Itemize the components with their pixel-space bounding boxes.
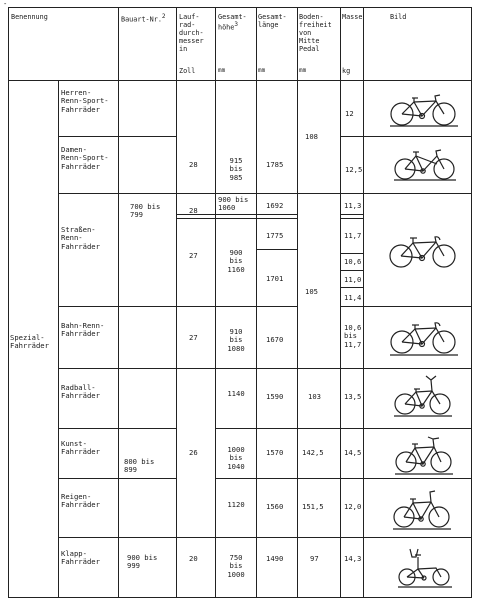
hoehe-strassen-b: 900 bis 1160	[227, 248, 245, 274]
row-divider	[340, 287, 363, 288]
masse-damen: 12,5	[345, 165, 363, 174]
laufrad-26: 26	[189, 448, 198, 457]
row-divider	[58, 193, 471, 194]
header-bauart: Bauart-Nr.$^2$	[121, 13, 166, 24]
laenge-reigen: 1560	[266, 502, 284, 511]
strassen-bike-icon	[387, 228, 459, 272]
bahn-bike-icon	[388, 316, 460, 358]
row-divider	[340, 253, 363, 254]
row-divider	[340, 270, 363, 271]
hoehe-rennsport: 915 bis 985	[229, 156, 243, 182]
laenge-klapp: 1490	[266, 554, 284, 563]
header-bodenfreiheit: Boden- freiheit von Mitte Pedal	[299, 13, 332, 53]
name-bahn: Bahn-Renn- Fahrräder	[61, 321, 105, 339]
group-label: Spezial- Fahrräder	[10, 333, 49, 351]
boden-kunst: 142,5	[302, 448, 324, 457]
column-divider	[118, 7, 119, 598]
laenge-strassen-b1: 1775	[266, 231, 284, 240]
hoehe-reigen: 1120	[227, 500, 245, 509]
masse-kunst: 14,5	[344, 448, 362, 457]
row-divider	[58, 478, 176, 479]
column-divider	[58, 80, 59, 598]
header-gesamthoehe: Gesamt- höhe$^3$	[218, 13, 247, 32]
bauart-800: 800 bis 899	[124, 457, 155, 475]
laenge-strassen-b2: 1701	[266, 274, 284, 283]
laenge-radball: 1590	[266, 392, 284, 401]
masse-herren: 12	[345, 109, 354, 118]
masse-strassen-3: 10,6	[344, 257, 362, 266]
laenge-kunst: 1570	[266, 448, 284, 457]
row-divider	[58, 428, 176, 429]
table-right-border	[471, 7, 472, 598]
row-divider	[215, 428, 471, 429]
masse-strassen-4: 11,0	[344, 275, 362, 284]
laufrad-bahn: 27	[189, 333, 198, 342]
column-divider	[256, 7, 257, 598]
bauart-900: 900 bis 999	[127, 553, 158, 571]
laufrad-rennsport: 28	[189, 160, 198, 169]
column-divider	[176, 7, 177, 598]
table-left-border	[8, 7, 9, 598]
name-klapp: Klapp- Fahrräder	[61, 549, 100, 567]
row-divider	[176, 306, 297, 307]
name-kunst: Kunst- Fahrräder	[61, 439, 100, 457]
header-bodenfreiheit-unit: mm	[299, 67, 307, 74]
boden-rennsport: 108	[305, 132, 318, 141]
header-gesamtlaenge-unit: mm	[258, 67, 266, 74]
masse-strassen-1: 11,3	[344, 201, 362, 210]
header-masse: Masse	[342, 13, 363, 21]
hoehe-klapp: 750 bis 1000	[227, 553, 245, 579]
header-gesamthoehe-unit: mm	[218, 67, 226, 74]
kunst-bike-icon	[393, 432, 455, 476]
name-herren: Herren- Renn-Sport- Fahrräder	[61, 88, 109, 114]
column-divider	[340, 7, 341, 598]
name-damen: Damen- Renn-Sport- Fahrräder	[61, 145, 109, 171]
header-masse-unit: kg	[342, 67, 351, 75]
row-divider	[58, 368, 176, 369]
hoehe-kunst: 1000 bis 1040	[227, 445, 245, 471]
damen-bike-icon	[392, 146, 458, 184]
header-bottom-border	[8, 80, 471, 81]
corner-mark: -	[3, 0, 8, 8]
row-divider	[340, 214, 363, 215]
masse-reigen: 12,0	[344, 502, 362, 511]
column-divider	[363, 7, 364, 598]
name-reigen: Reigen- Fahrräder	[61, 492, 100, 510]
row-divider	[58, 136, 176, 137]
table-bottom-border	[8, 597, 471, 598]
laufrad-strassen-b: 27	[189, 251, 198, 260]
laenge-strassen-a: 1692	[266, 201, 284, 210]
table-top-border	[8, 7, 471, 8]
boden-strassen: 105	[305, 287, 318, 296]
laufrad-strassen-a: 28	[189, 206, 198, 215]
header-benennung: Benennung	[11, 13, 48, 21]
boden-reigen: 151,5	[302, 502, 324, 511]
name-radball: Radball- Fahrräder	[61, 383, 100, 401]
row-divider	[176, 368, 471, 369]
row-divider	[58, 306, 176, 307]
masse-radball: 13,5	[344, 392, 362, 401]
laenge-rennsport: 1785	[266, 160, 284, 169]
boden-klapp: 97	[310, 554, 319, 563]
column-divider	[215, 7, 216, 598]
masse-bahn: 10,6 bis 11,7	[344, 323, 362, 349]
laenge-bahn: 1670	[266, 335, 284, 344]
header-gesamtlaenge: Gesamt- länge	[258, 13, 287, 29]
hoehe-strassen-a: 900 bis 1060	[218, 195, 249, 213]
row-divider	[340, 306, 471, 307]
row-divider	[176, 218, 297, 219]
boden-radball: 103	[308, 392, 321, 401]
row-divider	[340, 136, 471, 137]
klapp-bike-icon	[396, 543, 454, 589]
masse-klapp: 14,3	[344, 554, 362, 563]
laufrad-klapp: 20	[189, 554, 198, 563]
herren-bike-icon	[388, 90, 460, 130]
name-strassen: Straßen- Renn- Fahrräder	[61, 225, 100, 251]
row-divider	[340, 218, 363, 219]
row-divider	[58, 537, 471, 538]
masse-strassen-2: 11,7	[344, 231, 362, 240]
masse-strassen-5: 11,4	[344, 293, 362, 302]
header-laufrad-unit: Zoll	[179, 67, 196, 75]
row-divider	[215, 478, 471, 479]
header-laufrad: Lauf- rad- durch- messer in	[179, 13, 204, 53]
row-divider	[256, 249, 297, 250]
reigen-bike-icon	[391, 485, 453, 531]
bauart-700: 700 bis 799	[130, 202, 161, 220]
hoehe-radball: 1140	[227, 389, 245, 398]
header-bild: Bild	[390, 13, 407, 21]
column-divider	[297, 7, 298, 598]
radball-bike-icon	[392, 372, 454, 418]
hoehe-bahn: 910 bis 1080	[227, 327, 245, 353]
